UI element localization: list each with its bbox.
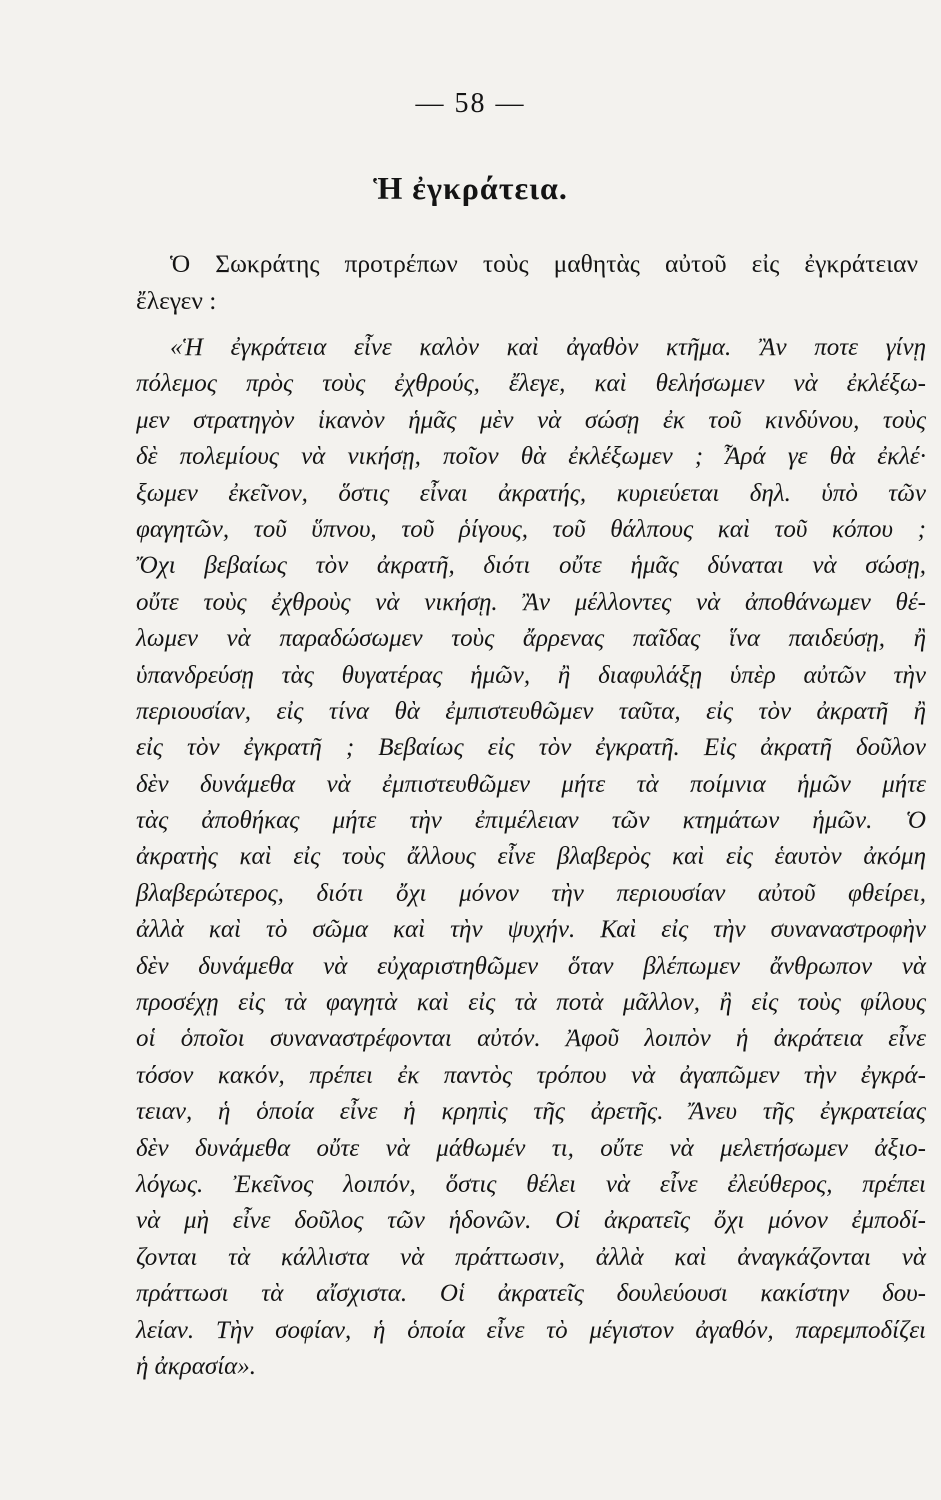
body-line: βλαβερώτερος, διότι ὄχι μόνον τὴν περιουσίαν αὐτοῦ φθείρει, — [136, 879, 926, 907]
quotation-body — [136, 330, 926, 1385]
body-line: περιουσίαν, εἰς τίνα θὰ ἐμπιστευθῶμεν ταῦτα, εἰς τὸν ἀκρατῆ ἢ — [136, 697, 926, 725]
body-line: ἡ ἀκρασία». — [136, 1352, 257, 1380]
body-line: λείαν. Τὴν σοφίαν, ἡ ὁποία εἶνε τὸ μέγιστον ἀγαθόν, παρεμποδίζει — [136, 1316, 926, 1344]
page-number: — 58 — — [415, 88, 526, 119]
body-line: δὲν δυνάμεθα νὰ ἐμπιστευθῶμεν μήτε τὰ ποίμνια ἡμῶν μήτε — [136, 770, 926, 798]
body-line: τὰς ἀποθήκας μήτε τὴν ἐπιμέλειαν τῶν κτημάτων ἡμῶν. Ὁ — [136, 807, 926, 835]
body-line: φαγητῶν, τοῦ ὕπνου, τοῦ ῥίγους, τοῦ θάλπους καὶ τοῦ κόπου ; — [136, 515, 926, 543]
body-line: τόσον κακόν, πρέπει ἐκ παντὸς τρόπου νὰ ἀγαπῶμεν τὴν ἐγκρά- — [136, 1061, 926, 1089]
body-line: οὔτε τοὺς ἐχθροὺς νὰ νικήσῃ. Ἂν μέλλοντες νὰ ἀποθάνωμεν θέ- — [136, 588, 926, 616]
body-line: ὑπανδρεύσῃ τὰς θυγατέρας ἡμῶν, ἢ διαφυλάξῃ ὑπὲρ αὐτῶν τὴν — [136, 661, 926, 689]
body-line: «Ἡ ἐγκράτεια εἶνε καλὸν καὶ ἀγαθὸν κτῆμα. Ἂν ποτε γίνῃ — [170, 334, 926, 361]
body-line: εἰς τὸν ἐγκρατῆ ; Βεβαίως εἰς τὸν ἐγκρατῆ. Εἰς ἀκρατῆ δοῦλον — [136, 734, 926, 762]
body-line: λωμεν νὰ παραδώσωμεν τοὺς ἄρρενας παῖδας ἵνα παιδεύσῃ, ἢ — [136, 625, 926, 653]
section-title: Ἡ ἐγκράτεια. — [373, 170, 568, 206]
body-line: τειαν, ἡ ὁποία εἶνε ἡ κρηπὶς τῆς ἀρετῆς. Ἄνευ τῆς ἐγκρατείας — [136, 1098, 926, 1126]
body-line: προσέχῃ εἰς τὰ φαγητὰ καὶ εἰς τὰ ποτὰ μᾶλλον, ἢ εἰς τοὺς φίλους — [136, 989, 926, 1017]
body-line: Ὄχι βεβαίως τὸν ἀκρατῆ, διότι οὔτε ἡμᾶς δύναται νὰ σώσῃ, — [136, 552, 926, 580]
body-line: νὰ μὴ εἶνε δοῦλος τῶν ἡδονῶν. Οἱ ἀκρατεῖς ὄχι μόνον ἐμποδί- — [136, 1207, 926, 1235]
body-line: πόλεμος πρὸς τοὺς ἐχθρούς, ἔλεγε, καὶ θελήσωμεν νὰ ἐκλέξω- — [136, 370, 926, 398]
body-line: ξωμεν ἐκεῖνον, ὅστις εἶναι ἀκρατής, κυριεύεται δηλ. ὑπὸ τῶν — [136, 479, 926, 507]
body-line: οἱ ὁποῖοι συναναστρέφονται αὐτόν. Ἀφοῦ λοιπὸν ἡ ἀκράτεια εἶνε — [136, 1025, 926, 1053]
body-line: δὲ πολεμίους νὰ νικήσῃ, ποῖον θὰ ἐκλέξωμεν ; Ἆρά γε θὰ ἐκλέ· — [136, 443, 926, 471]
body-line: λόγως. Ἐκεῖνος λοιπόν, ὅστις θέλει νὰ εἶνε ἐλεύθερος, πρέπει — [136, 1170, 926, 1198]
intro-line: Ὁ Σωκράτης προτρέπων τοὺς μαθητὰς αὐτοῦ εἰς ἐγκράτειαν — [170, 249, 918, 278]
body-line: μεν στρατηγὸν ἱκανὸν ἡμᾶς μὲν νὰ σώσῃ ἐκ τοῦ κινδύνου, τοὺς — [136, 406, 926, 434]
body-line: ζονται τὰ κάλλιστα νὰ πράττωσιν, ἀλλὰ καὶ ἀναγκάζονται νὰ — [136, 1243, 926, 1271]
body-line: ἀλλὰ καὶ τὸ σῶμα καὶ τὴν ψυχήν. Καὶ εἰς τὴν συναναστροφὴν — [136, 916, 926, 944]
body-line: δὲν δυνάμεθα νὰ εὐχαριστηθῶμεν ὅταν βλέπωμεν ἄνθρωπον νὰ — [136, 952, 926, 980]
intro-line: ἔλεγεν : — [136, 286, 217, 315]
body-line: δὲν δυνάμεθα οὔτε νὰ μάθωμέν τι, οὔτε νὰ μελετήσωμεν ἀξιο- — [136, 1134, 926, 1162]
intro-paragraph — [136, 245, 918, 319]
body-line: πράττωσι τὰ αἴσχιστα. Οἱ ἀκρατεῖς δουλεύουσι κακίστην δου- — [136, 1280, 926, 1308]
body-line: ἀκρατὴς καὶ εἰς τοὺς ἄλλους εἶνε βλαβερὸς καὶ εἰς ἑαυτὸν ἀκόμη — [136, 843, 926, 871]
